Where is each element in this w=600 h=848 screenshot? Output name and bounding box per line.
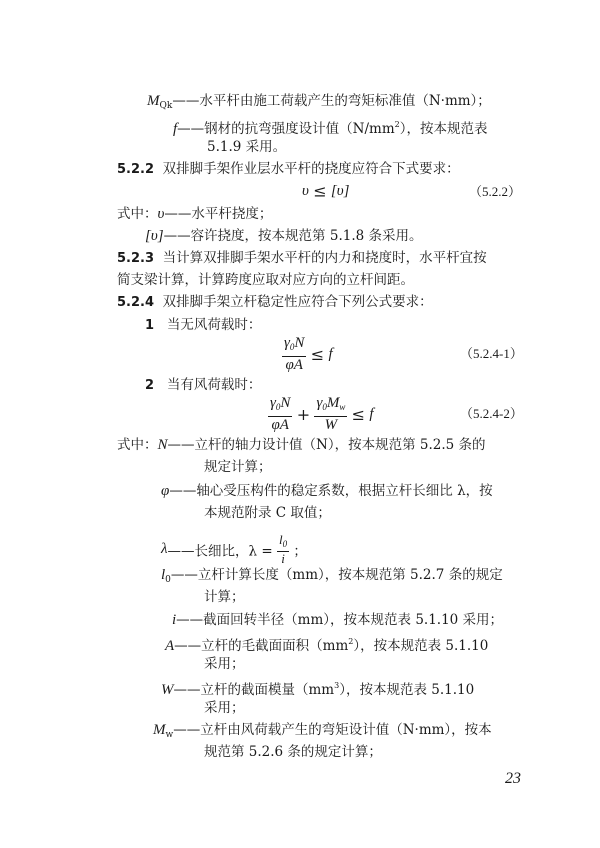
equation-number: （5.2.4-1） [460,346,523,361]
def-i: i——截面回转半径（mm），按本规范表 5.1.10 采用； [172,612,504,628]
def-W: W——立杆的截面模量$(mm^3)$，按本规范表 5.1.10 [161,681,475,698]
def-f-cont: 5.1.9 采用。 [207,139,287,155]
def-phi: φ——轴心受压构件的稳定系数，根据立杆长细比 λ，按 [161,483,493,499]
clause-5-2-3: 5.2.3 当计算双排脚手架水平杆的内力和挠度时，水平杆宜按 [117,250,487,266]
def-mqk: $M_{Qk}——$水平杆由施工荷载产生的弯矩标准值（N·mm）； [147,93,491,111]
equation-5-2-2: υ ≤ [υ] [302,181,350,201]
where-bracket-v: [υ]——容许挠度，按本规范第 5.1.8 条采用。 [145,228,423,244]
def-phi-cont: 本规范附录 C 取值； [204,505,331,521]
def-l0-cont: 计算； [204,589,245,605]
def-W-cont: 采用； [204,700,245,716]
equation-number: （5.2.2） [469,184,522,199]
def-Mw: $M_w——$立杆由风荷载产生的弯矩设计值（N·mm），按本 [153,722,492,740]
def-A: A——立杆的毛截面面积$(mm^2)$，按本规范表 5.1.10 [165,637,489,654]
def-A-cont: 采用； [204,656,245,672]
equation-5-2-4-2: $\frac{\gamma_0N}{\varphi A}$ + $\frac{\gamma_0M_w}{W}$ ≤ f [270,395,374,433]
item-1: 1 当无风荷载时： [145,317,262,333]
def-f: f——钢材的抗弯强度设计值$(N/mm^2)$，按本规范表 [173,120,488,137]
where-v: 式中：υ——水平杆挠度； [117,206,273,222]
clause-5-2-2: 5.2.2 双排脚手架作业层水平杆的挠度应符合下式要求： [117,161,460,177]
page-number: 23 [505,770,521,787]
mqk-symbol: M [147,93,160,109]
def-N: 式中：N——立杆的轴力设计值（N），按本规范第 5.2.5 条的 [117,437,486,453]
def-lambda: λ——长细比，λ = $\frac{l_0}{i}$ ； [161,532,307,566]
def-N-cont: 规定计算； [204,459,272,475]
def-Mw-cont: 规范第 5.2.6 条的规定计算； [204,744,382,760]
equation-5-2-4-1: $\frac{\gamma_0N}{\varphi A}$ ≤ f [284,335,333,373]
clause-number: 5.2.2 [117,162,155,177]
def-l0: $l_0——$立杆计算长度（mm），按本规范第 5.2.7 条的规定 [161,567,503,585]
clause-5-2-4: 5.2.4 双排脚手架立杆稳定性应符合下列公式要求： [117,294,433,310]
clause-5-2-3-cont: 简支梁计算，计算跨度应取对应方向的立杆间距。 [117,272,414,288]
item-2: 2 当有风荷载时： [145,377,262,393]
equation-number: （5.2.4-2） [460,406,523,421]
